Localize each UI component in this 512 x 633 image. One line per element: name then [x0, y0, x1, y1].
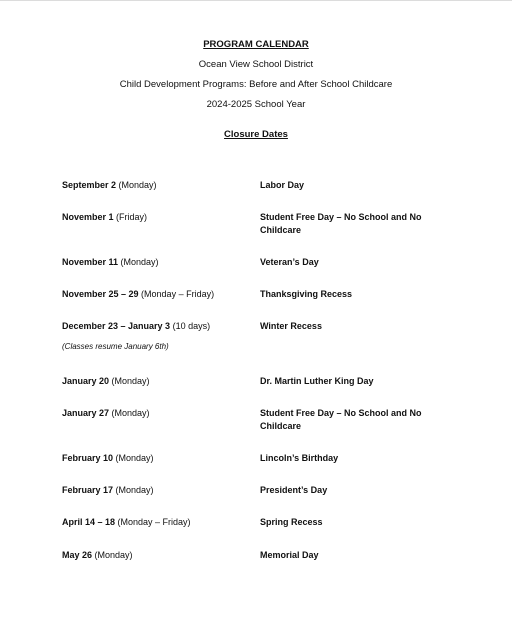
closure-date-detail: (Monday) — [116, 180, 157, 190]
closure-date-main: February 10 — [62, 453, 114, 463]
closure-event: Student Free Day – No School and No Childcare — [260, 408, 422, 431]
closure-date-detail: (Monday) — [109, 376, 150, 386]
closure-date — [62, 211, 252, 224]
closure-date-detail: (Monday) — [118, 257, 159, 267]
closure-date — [62, 484, 252, 497]
closure-date-main: November 1 — [62, 212, 114, 222]
closure-date — [62, 407, 252, 420]
closure-date-detail: (Monday) — [109, 408, 150, 418]
closure-date — [62, 256, 252, 269]
closure-date-main: December 23 – January 3 — [62, 321, 171, 331]
section-title: Closure Dates — [224, 129, 288, 140]
winter-resume-note: (Classes resume January 6th) — [62, 342, 169, 351]
closure-date-main: January 27 — [62, 408, 110, 418]
closure-date-main: January 20 — [62, 376, 110, 386]
closure-event: Veteran’s Day — [260, 257, 319, 267]
closure-event: Memorial Day — [260, 550, 319, 560]
closure-date-main: February 17 — [62, 485, 114, 495]
closure-date-detail: (Monday) — [92, 550, 133, 560]
closure-date — [62, 549, 252, 562]
closure-date-detail: (Monday – Friday) — [138, 289, 215, 299]
calendar-title: PROGRAM CALENDAR — [203, 39, 309, 50]
closure-date — [62, 288, 252, 301]
closure-date-main: September 2 — [62, 180, 117, 190]
closure-event: Winter Recess — [260, 321, 322, 331]
program-name: Child Development Programs: Before and After School Childcare — [119, 79, 393, 90]
closure-date-main: April 14 – 18 — [62, 517, 116, 527]
closure-date — [62, 452, 252, 465]
closure-date — [62, 375, 252, 388]
page-top-border — [0, 0, 512, 1]
school-year: 2024-2025 School Year — [206, 99, 306, 110]
closure-date — [62, 516, 252, 529]
closure-event: Lincoln’s Birthday — [260, 453, 339, 463]
closure-date-detail: (Monday) — [113, 453, 154, 463]
closure-date — [62, 320, 252, 333]
closure-date-main: November 11 — [62, 257, 119, 267]
closure-event: Thanksgiving Recess — [260, 289, 353, 299]
closure-date-detail: (10 days) — [170, 321, 211, 331]
closure-event: Spring Recess — [260, 517, 323, 527]
closure-date-main: May 26 — [62, 550, 93, 560]
closure-date-detail: (Monday) — [113, 485, 154, 495]
closure-date-detail: (Monday – Friday) — [115, 517, 191, 527]
closure-date-detail: (Friday) — [113, 212, 148, 222]
district-name: Ocean View School District — [198, 59, 314, 70]
closure-event: President’s Day — [260, 485, 328, 495]
closure-date — [62, 179, 252, 192]
closure-event: Dr. Martin Luther King Day — [260, 376, 374, 386]
closure-date-main: November 25 – 29 — [62, 289, 139, 299]
closure-event: Student Free Day – No School and No Childcare — [260, 212, 422, 235]
closure-event: Labor Day — [260, 180, 305, 190]
calendar-header — [0, 35, 512, 115]
